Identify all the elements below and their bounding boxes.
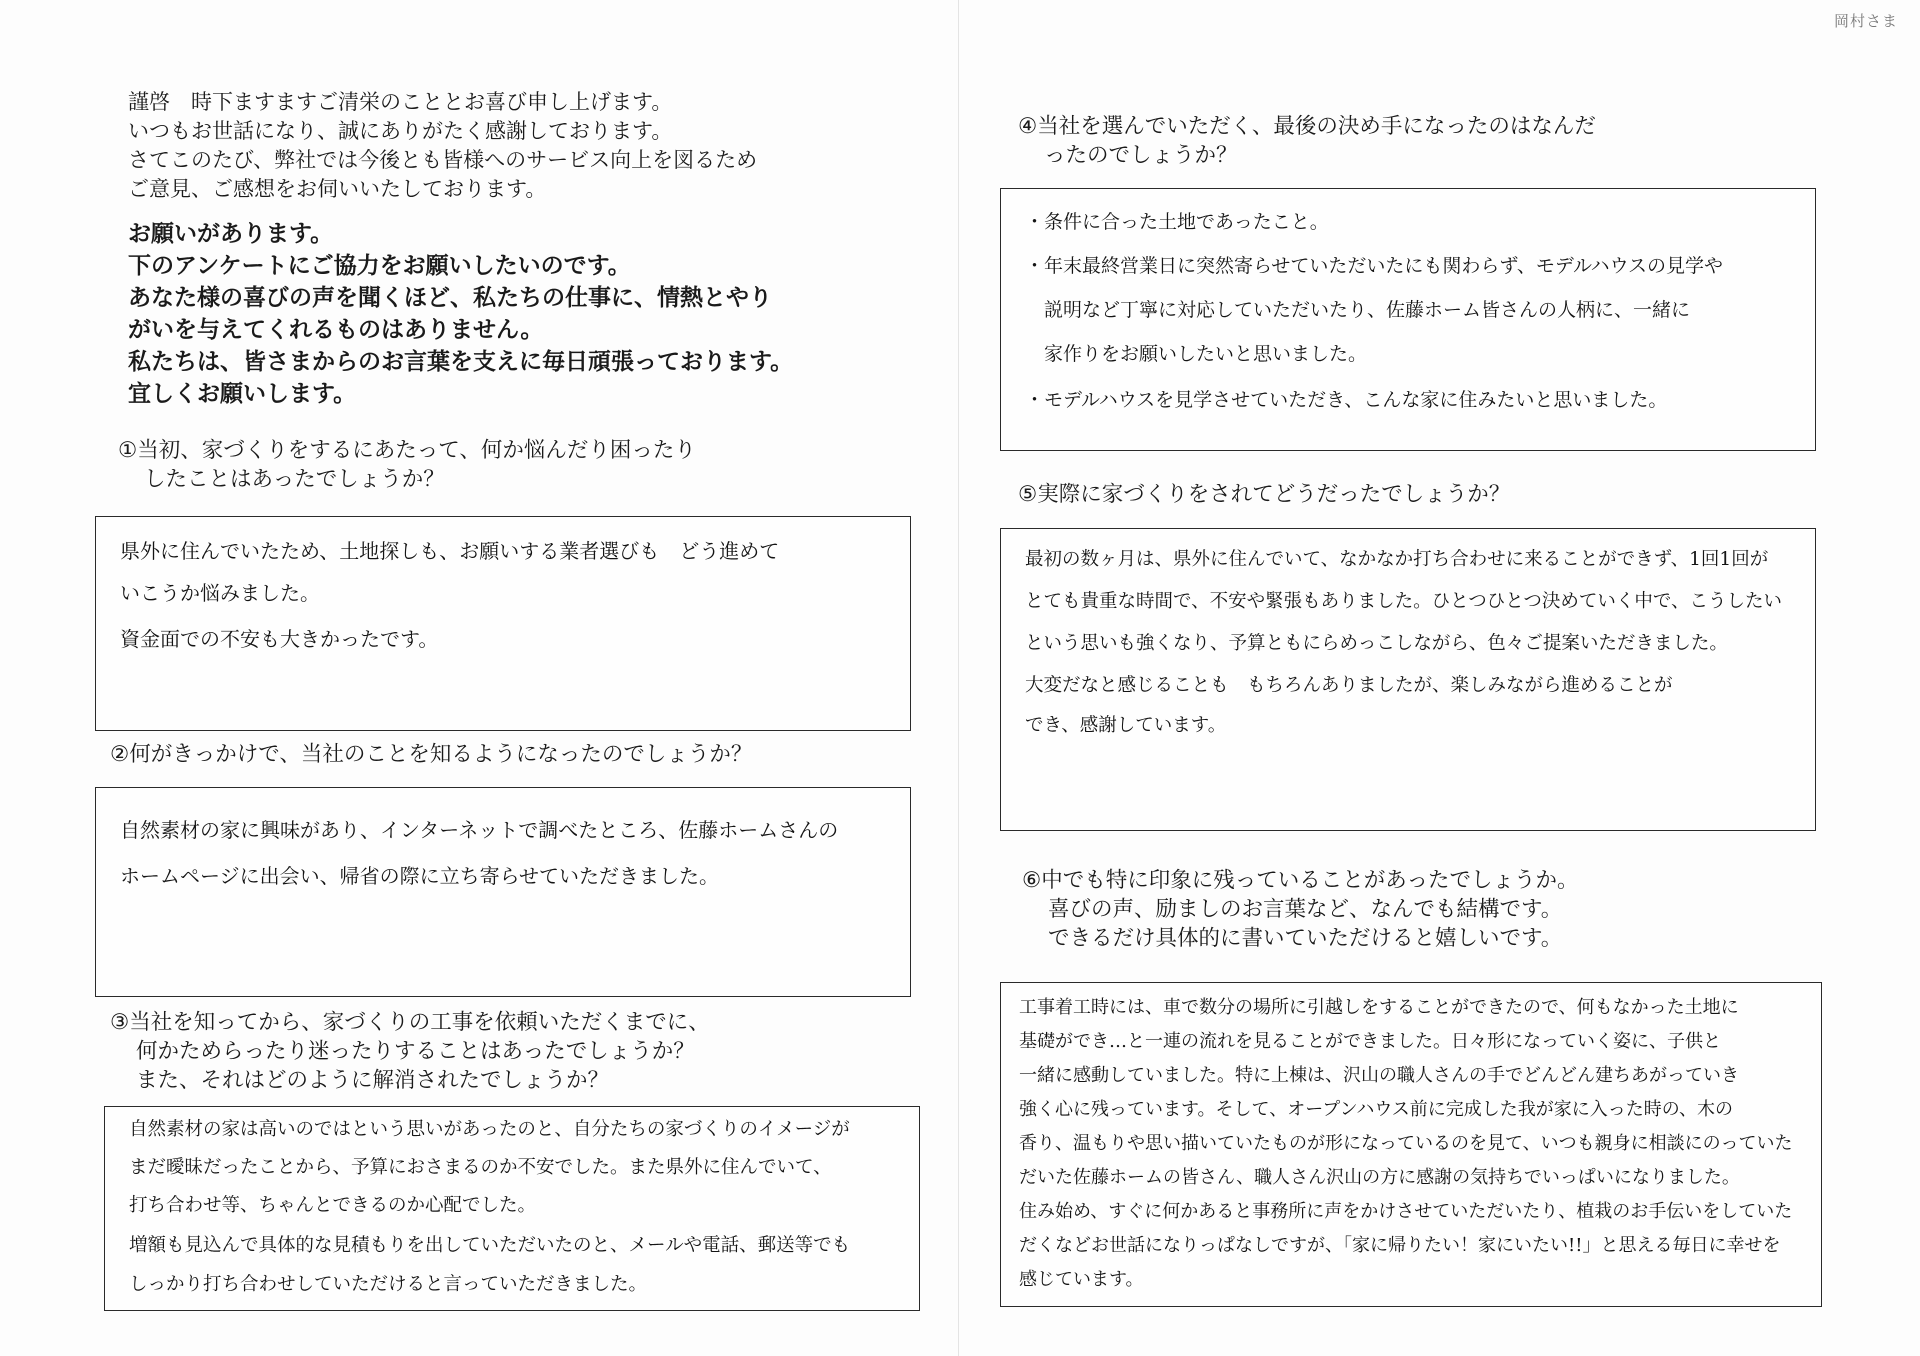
handwritten-line: 説明など丁寧に対応していただいたり、佐藤ホーム皆さんの人柄に、一緒に — [1025, 299, 1691, 321]
question-line: ったのでしょうか？ — [1044, 143, 1238, 168]
question-line: 喜びの声、励ましのお言葉など、なんでも結構です。 — [1048, 897, 1563, 922]
answer-box-5 — [1000, 528, 1816, 831]
handwritten-line: 最初の数ヶ月は、県外に住んでいて、なかなか打ち合わせに来ることができず、1回1回が — [1025, 549, 1769, 570]
question-line: したことはあったでしょうか？ — [144, 467, 445, 492]
handwritten-line: まだ曖昧だったことから、予算におさまるのか不安でした。また県外に住んでいて、 — [129, 1157, 832, 1178]
question-line: また、それはどのように解消されたでしょうか？ — [136, 1068, 610, 1093]
handwritten-line: 一緒に感動していました。特に上棟は、沢山の職人さんの手でどんどん建ちあがっていき — [1019, 1065, 1739, 1086]
handwritten-line: 大変だなと感じることも もちろんありましたが、楽しみながら進めることが — [1025, 675, 1673, 696]
handwritten-line: 基礎ができ…と一連の流れを見ることができました。日々形になっていく姿に、子供と — [1019, 1031, 1721, 1052]
answer-box-4 — [1000, 188, 1816, 451]
handwritten-line: ・モデルハウスを見学させていただき、こんな家に住みたいと思いました。 — [1025, 389, 1668, 411]
handwritten-line: でき、感謝しています。 — [1025, 715, 1227, 736]
question-3 — [110, 1008, 710, 1095]
handwritten-line: ・条件に合った土地であったこと。 — [1025, 211, 1329, 233]
intro-line: いつもお世話になり、誠にありがたく感謝しております。 — [128, 119, 673, 143]
intro-line: 謹啓 時下ますますご清栄のこととお喜び申し上げます。 — [128, 90, 673, 114]
answer-box-3 — [104, 1106, 920, 1311]
question-line: 何かためらったり迷ったりすることはあったでしょうか？ — [136, 1039, 695, 1064]
answer-box-1 — [95, 516, 911, 731]
handwritten-line: だくなどお世話になりっぱなしですが、「家に帰りたい！家にいたい!!」と思える毎日に幸せを — [1019, 1235, 1781, 1256]
handwritten-line: 家作りをお願いしたいと思いました。 — [1025, 343, 1368, 365]
handwritten-line: 感じています。 — [1019, 1269, 1144, 1290]
question-line: ⑥中でも特に印象に残っていることがあったでしょうか。 — [1022, 868, 1579, 893]
request-line: がいを与えてくれるものはありません。 — [128, 317, 544, 343]
question-line: ⑤実際に家づくりをされてどうだったでしょうか？ — [1018, 482, 1511, 507]
handwritten-line: 自然素材の家に興味があり、インターネットで調べたところ、佐藤ホームさんの — [120, 818, 839, 842]
handwritten-line: 増額も見込んで具体的な見積もりを出していただいたのと、メールや電話、郵送等でも — [129, 1235, 851, 1256]
intro-line: さてこのたび、弊社では今後とも皆様へのサービス向上を図るため — [128, 148, 758, 172]
handwritten-line: とても貴重な時間で、不安や緊張もありました。ひとつひとつ決めていく中で、こうしたい — [1025, 591, 1783, 612]
question-line: ③当社を知ってから、家づくりの工事を依頼いただくまでに、 — [110, 1010, 710, 1035]
request-message — [128, 218, 848, 410]
handwritten-line: いこうか悩みました。 — [120, 581, 320, 605]
request-line: お願いがあります。 — [128, 221, 334, 247]
handwritten-line: ・年末最終営業日に突然寄らせていただいたにも関わらず、モデルハウスの見学や — [1025, 255, 1724, 277]
request-line: 宜しくお願いします。 — [128, 381, 357, 407]
handwritten-line: 打ち合わせ等、ちゃんとできるのか心配でした。 — [129, 1195, 537, 1216]
handwritten-line: 自然素材の家は高いのではという思いがあったのと、自分たちの家づくりのイメージが — [129, 1119, 850, 1140]
handwritten-line: しっかり打ち合わせしていただけると言っていただきました。 — [129, 1274, 648, 1295]
handwritten-line: 県外に住んでいたため、土地探しも、お願いする業者選びも どう進めて — [120, 539, 780, 563]
handwritten-line: ホームページに出会い、帰省の際に立ち寄らせていただきました。 — [120, 864, 719, 888]
question-1 — [118, 436, 696, 494]
intro-line: ご意見、ご感想をお伺いいたしております。 — [128, 177, 547, 201]
question-line: ①当初、家づくりをするにあたって、何か悩んだり困ったり — [118, 438, 696, 463]
question-2 — [110, 740, 752, 769]
handwritten-line: という思いも強くなり、予算ともにらめっこしながら、色々ご提案いただきました。 — [1025, 633, 1728, 654]
answer-box-2 — [95, 787, 911, 997]
page-fold-divider — [958, 0, 959, 1356]
question-6 — [1022, 866, 1579, 953]
recipient-stamp: 岡村さま — [1833, 12, 1898, 30]
handwritten-line: 香り、温もりや思い描いていたものが形になっているのを見て、いつも親身に相談にのっていた — [1019, 1133, 1793, 1154]
question-line: できるだけ具体的に書いていただけると嬉しいです。 — [1048, 926, 1563, 951]
handwritten-line: 住み始め、すぐに何かあると事務所に声をかけさせていただいたり、植栽のお手伝いをしていた — [1019, 1201, 1793, 1222]
request-line: 私たちは、皆さまからのお言葉を支えに毎日頑張っております。 — [128, 349, 794, 375]
question-line: ④当社を選んでいただく、最後の決め手になったのはなんだ — [1018, 114, 1596, 139]
handwritten-line: 強く心に残っています。そして、オープンハウス前に完成した我が家に入った時の、木の — [1019, 1099, 1734, 1120]
request-line: あなた様の喜びの声を聞くほど、私たちの仕事に、情熱とやり — [128, 285, 772, 311]
handwritten-line: だいた佐藤ホームの皆さん、職人さん沢山の方に感謝の気持ちでいっぱいになりました。 — [1019, 1167, 1740, 1188]
question-4 — [1018, 112, 1596, 170]
handwritten-line: 資金面での不安も大きかったです。 — [120, 627, 439, 651]
request-line: 下のアンケートにご協力をお願いしたいのです。 — [128, 253, 631, 279]
intro-greeting — [128, 88, 828, 204]
handwritten-line: 工事着工時には、車で数分の場所に引越しをすることができたので、何もなかった土地に — [1019, 997, 1739, 1018]
question-line: ②何がきっかけで、当社のことを知るようになったのでしょうか？ — [110, 742, 753, 767]
answer-box-6 — [1000, 982, 1822, 1307]
question-5 — [1018, 480, 1510, 509]
